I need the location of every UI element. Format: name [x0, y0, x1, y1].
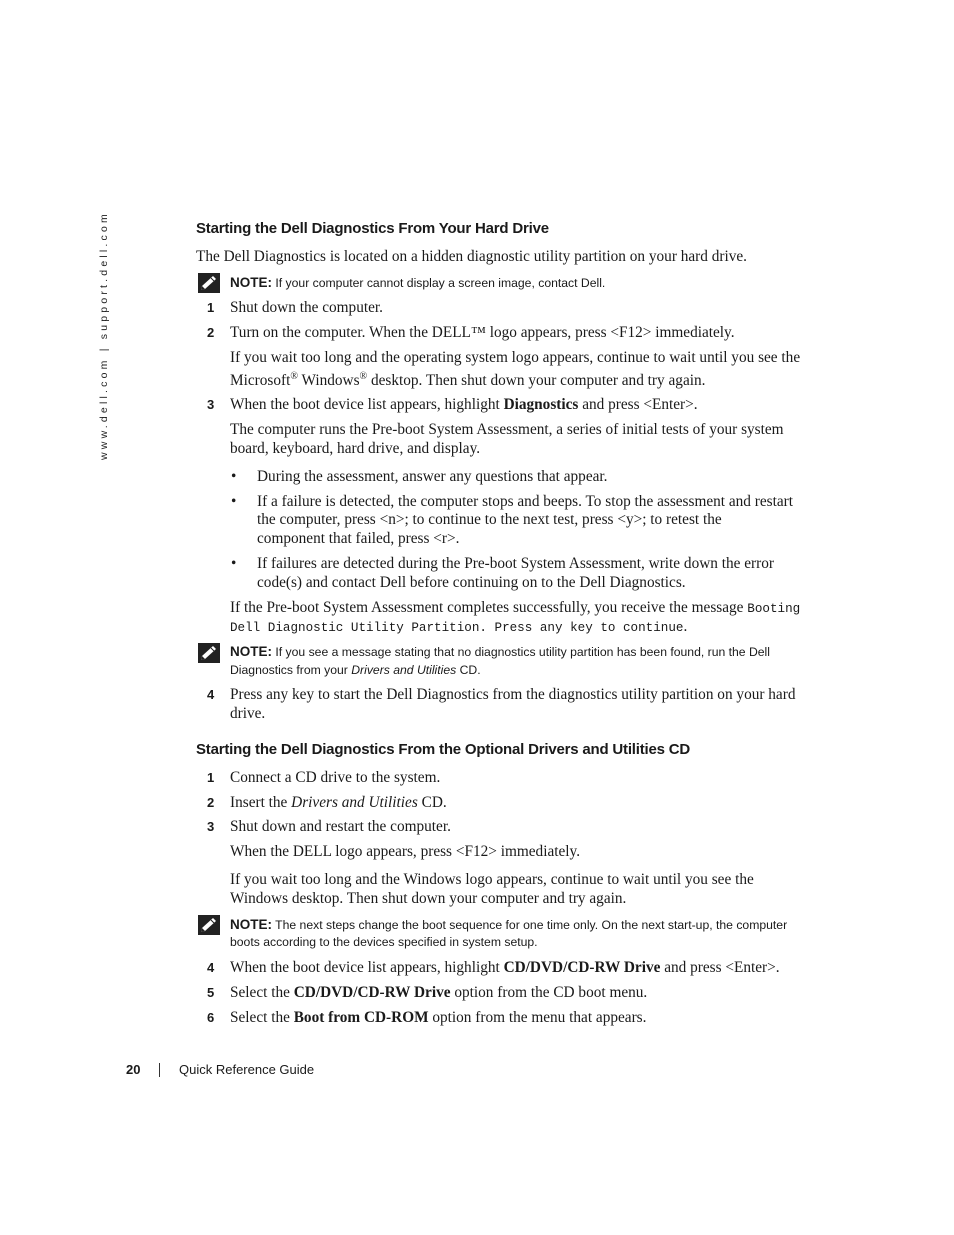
step1-number: 1: [207, 300, 215, 315]
s2-step5-text: Select the CD/DVD/CD-RW Drive option from the CD boot menu.: [230, 984, 648, 1001]
step2-text: Turn on the computer. When the DELL™ logo appears, press <F12> immediately.: [230, 324, 735, 341]
s2-step3-para2-line1: If you wait too long and the Windows logo appears, continue to wait until you see the: [230, 871, 754, 888]
step1-text: Shut down the computer.: [230, 299, 383, 316]
bullet1-text: During the assessment, answer any questions that appear.: [257, 468, 608, 485]
step2-para-line2: Microsoft® Windows® desktop. Then shut down your computer and try again.: [230, 371, 706, 390]
note1-text: If your computer cannot display a screen image, contact Dell.: [275, 276, 606, 290]
step2-para-line1: If you wait too long and the operating system logo appears, continue to wait until you see the: [230, 349, 801, 366]
bullet-marker: •: [231, 468, 237, 485]
step3-para-line1: The computer runs the Pre-boot System Assessment, a series of initial tests of your system: [230, 421, 784, 438]
section2-heading: Starting the Dell Diagnostics From the Optional Drivers and Utilities CD: [196, 741, 691, 758]
step3-text: When the boot device list appears, highlight Diagnostics and press <Enter>.: [230, 396, 698, 413]
note1: [230, 274, 830, 292]
step2-number: 2: [207, 325, 215, 340]
section1-heading: Starting the Dell Diagnostics From Your Hard Drive: [196, 220, 549, 237]
note1-label: NOTE:: [230, 275, 272, 290]
footer-title: Quick Reference Guide: [179, 1062, 315, 1077]
success-message-line2: Dell Diagnostic Utility Partition. Press any key to continue.: [230, 618, 688, 635]
page-number: 20: [126, 1062, 141, 1077]
step4-number: 4: [207, 687, 215, 702]
bullet-marker: •: [231, 555, 237, 572]
note-icon: [198, 643, 220, 663]
note2-line1: NOTE: If you see a message stating that no diagnostics utility partition has been found, run the Dell: [230, 644, 770, 659]
s2-note-line2: boots according to the devices specified in system setup.: [230, 935, 538, 949]
bullet2-line1: If a failure is detected, the computer stops and beeps. To stop the assessment and restart: [257, 493, 794, 510]
step3-number: 3: [207, 397, 215, 412]
bullet2-line2: the computer, press <n>; to continue to the next test, press <y>; to retest the: [257, 511, 722, 528]
s2-note-label: NOTE:: [230, 917, 272, 932]
s2-step4-text: When the boot device list appears, highlight CD/DVD/CD-RW Drive and press <Enter>.: [230, 959, 780, 976]
s2-step3-para2-line2: Windows desktop. Then shut down your computer and try again.: [230, 890, 627, 907]
success-message-line1: If the Pre-boot System Assessment completes successfully, you receive the message Booting: [230, 599, 801, 616]
bullet3-line1: If failures are detected during the Pre-boot System Assessment, write down the error: [257, 555, 774, 572]
step4-line1: Press any key to start the Dell Diagnostics from the diagnostics utility partition on your hard: [230, 686, 796, 703]
s2-step2-text: Insert the Drivers and Utilities CD.: [230, 794, 447, 811]
s2-step4-number: 4: [207, 960, 215, 975]
s2-step1-text: Connect a CD drive to the system.: [230, 769, 441, 786]
s2-note-line1: NOTE: The next steps change the boot sequence for one time only. On the next start-up, the computer: [230, 917, 788, 932]
s2-step3-number: 3: [207, 819, 215, 834]
step4-line2: drive.: [230, 705, 266, 722]
section1-intro: The Dell Diagnostics is located on a hidden diagnostic utility partition on your hard drive.: [196, 248, 747, 265]
s2-step6-number: 6: [207, 1010, 215, 1025]
s2-step3-text: Shut down and restart the computer.: [230, 818, 451, 835]
footer-divider: [159, 1063, 160, 1077]
step3-para-line2: board, keyboard, hard drive, and display.: [230, 440, 481, 457]
s2-step3-para1: When the DELL logo appears, press <F12> immediately.: [230, 843, 581, 860]
bullet-marker: •: [231, 493, 237, 510]
note2-line2: Diagnostics from your Drivers and Utilities CD.: [230, 663, 481, 677]
s2-step2-number: 2: [207, 795, 215, 810]
s2-step6-text: Select the Boot from CD-ROM option from the menu that appears.: [230, 1009, 647, 1026]
s2-step1-number: 1: [207, 770, 215, 785]
side-url: www.dell.com | support.dell.com: [98, 211, 110, 460]
bullet3-line2: code(s) and contact Dell before continuing on to the Dell Diagnostics.: [257, 574, 686, 591]
note-icon: [198, 915, 220, 935]
s2-step5-number: 5: [207, 985, 215, 1000]
note2-label: NOTE:: [230, 644, 272, 659]
bullet2-line3: component that failed, press <r>.: [257, 530, 460, 547]
note-icon: [198, 273, 220, 293]
